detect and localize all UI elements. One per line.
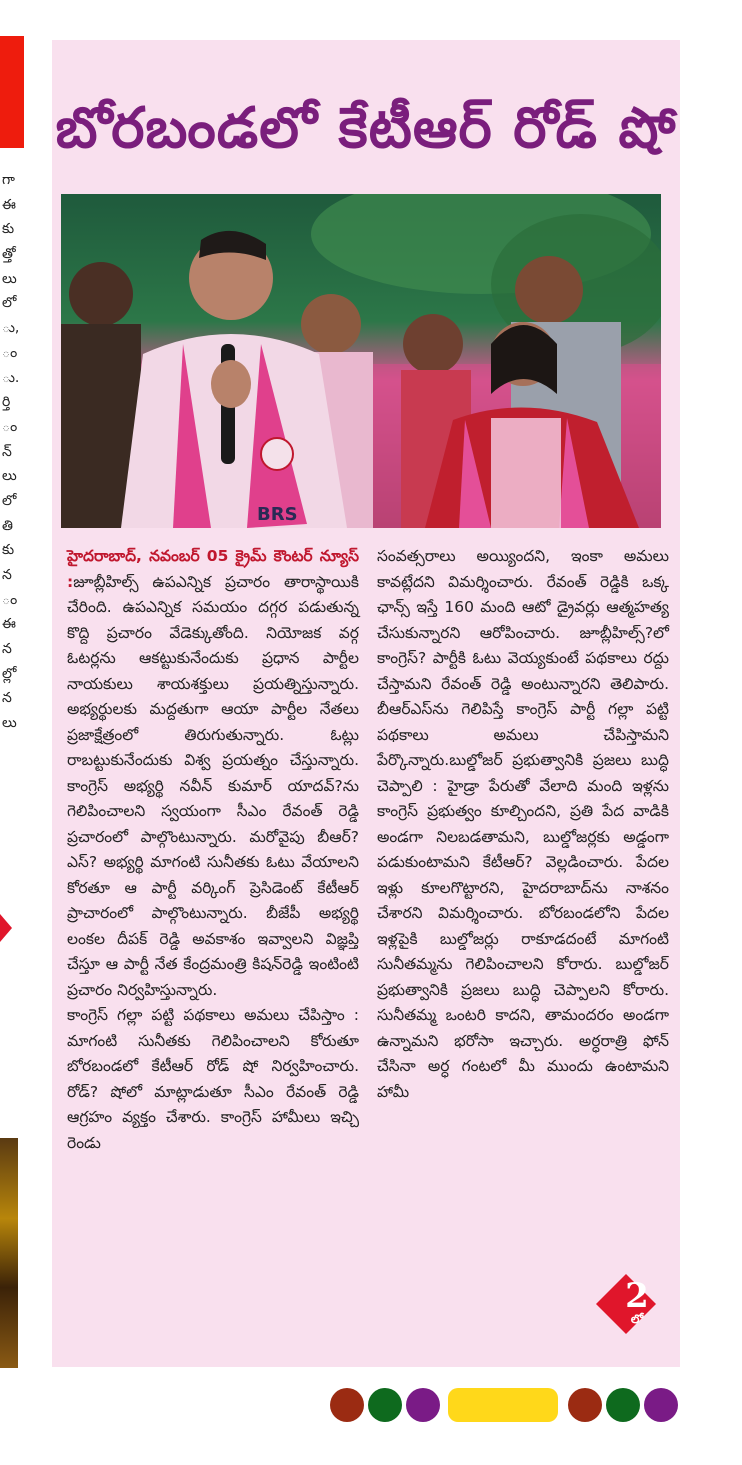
color-dot-strip <box>330 1388 680 1424</box>
left-edge-fragment: ు. <box>2 369 20 386</box>
left-edge-fragment: న <box>2 641 12 658</box>
left-edge-fragment: న్ <box>2 443 12 460</box>
left-edge-fragment: లు <box>2 468 17 485</box>
left-neighbor-column <box>0 0 28 1465</box>
red-arrow-marker <box>0 914 12 942</box>
red-color-block <box>0 36 24 148</box>
left-edge-fragment: ు, <box>2 320 20 337</box>
article-paragraph-1-text: జూబ్లీహిల్స్ ఉపఎన్నిక ప్రచారం తారాస్థాయికి చేరింది. ఉపఎన్నిక సమయం దగ్గర పడుతున్న కొద్ది ప్రచారం వేడెక్కుతోంది. నియోజక వర్గ ఓటర్లను ఆకట్టుకునేందుకు ప్రధాన పార్టీల నాయకులు శాయశక్తులు ప్రయత్నిస్తున్నారు. అభ్యర్థులకు మద్దతుగా ఆయా పార్టీల నేతలు ప్రజాక్షేత్రంలో తిరుగుతున్నారు. ఓట్లు రాబట్టుకునేందుకు విశ్వ ప్రయత్నం చేస్తున్నారు. కాంగ్రెస్ అభ్యర్థి నవీన్ కుమార్ యాదవ్?ను గెలిపించాలని స్వయంగా సీఎం రేవంత్ రెడ్డి ప్రచారంలో పాల్గొంటున్నారు. మరోవైపు బీఆర్?ఎస్? అభ్యర్థి మాగంటి సునీతకు ఓటు వేయాలని కోరతూ ఆ పార్టీ వర్కింగ్ ప్రెసిడెంట్ కేటీఆర్ ప్రాచారంలో పాల్గొంటున్నారు. బీజేపీ అభ్యర్థి లంకల దీపక్ రెడ్డి అవకాశం ఇవ్వాలని విజ్ఞప్తి చేస్తూ ఆ పార్టీ నేత కేంద్రమంత్రి కిషన్‌రెడ్డి ఇంటింటి ప్రచారం నిర్వహిస్తున్నారు. <box>67 572 359 999</box>
article-paragraph-3: సంవత్సరాలు అయ్యిందని, ఇంకా అమలు కావట్లేదని విమర్శించారు. రేవంత్ రెడ్డికి ఒక్క ఛాన్స్ ఇస్తే 160 మంది ఆటో డ్రైవర్లు ఆత్మహత్య చేసుకున్నారని ఆరోపించారు. జూబ్లీహిల్స్?లో కాంగ్రెస్? పార్టీకి ఓటు వెయ్యకుంటే పథకాలు రద్దు చేస్తామని రేవంత్ రెడ్డి అంటున్నారని తెలిపారు. బీఆర్ఎస్‌ను గెలిపిస్తే కాంగ్రెస్ పార్టీ గల్లా పట్టి పథకాలు అమలు చేపిస్తామని పేర్కొన్నారు.బుల్డోజర్ ప్రభుత్వానికి ప్రజలు బుద్ధి చెప్పాలి : హైడ్రా పేరుతో వేలాది మంది ఇళ్లను కాంగ్రెస్ ప్రభుత్వం కూల్చిందని, ప్రతి పేద వాడికి అండగా నిలబడతామని, బుల్డోజర్లకు అడ్డంగా పడుకుంటామని కేటీఆర్? వెల్లడించారు. పేదల ఇళ్లు కూలగొట్టారని, హైదరాబాద్‌ను నాశనం చేశారని విమర్శించారు. బోరబండలోని పేదల ఇళ్లపైకి బుల్డోజర్లు రాకూడదంటే మాగంటి సునీతమ్మను గెలిపించాలని కోరారు. బుల్డోజర్ ప్రభుత్వానికి ప్రజలు బుద్ధి చెప్పాలని కోరారు. సునీతమ్మ ఒంటరి కాదని, తామందరం అండగా ఉన్నామని భరోసా ఇచ్చారు. అర్ధరాత్రి ఫోన్ చేసినా అర్ధ గంటలో మీ ముందు ఉంటామని హామీ <box>377 547 669 1101</box>
color-dot <box>406 1388 440 1422</box>
article-paragraph-1 <box>67 544 359 1003</box>
page-number: 2 <box>625 1276 649 1316</box>
left-edge-fragment: కు <box>2 221 15 238</box>
left-edge-fragment: లు <box>2 715 17 732</box>
left-edge-fragment: లు <box>2 270 17 287</box>
left-edge-fragment: తి <box>2 517 13 534</box>
dateline: హైదరాబాద్, నవంబర్ 05 క్రైమ్ కౌంటర్ న్యూస్ : <box>67 547 359 591</box>
left-edge-fragment: లో <box>2 492 17 509</box>
left-edge-fragment: ల్లో <box>2 665 17 682</box>
left-edge-fragment: గా <box>2 172 15 188</box>
left-edge-text-fragments <box>2 168 26 736</box>
headline: బోరబండలో కేటీఆర్ రోడ్ షో <box>55 96 677 161</box>
scarf-brs-text: BRS <box>257 504 298 525</box>
left-edge-fragment: కు <box>2 542 15 559</box>
color-dot <box>368 1388 402 1422</box>
color-dot <box>644 1388 678 1422</box>
left-edge-fragment: ం <box>2 344 18 361</box>
color-pill <box>448 1388 558 1422</box>
left-edge-fragment: ర్తి <box>2 394 11 411</box>
article-column-right <box>377 544 669 1105</box>
left-edge-fragment: ం <box>2 418 18 435</box>
article-paragraph-2: కాంగ్రెస్ గల్లా పట్టి పథకాలు అమలు చేపిస్తాం : మాగంటి సునీతకు గెలిపించాలని కోరుతూ బోరబండలో కేటీఆర్ రోడ్ షో నిర్వహించారు. రోడ్? షోలో మాట్లాడుతూ సీఎం రేవంత్ రెడ్డి ఆగ్రహం వ్యక్తం చేశారు. కాంగ్రెస్ హామీలు ఇచ్చి రెండు <box>67 1006 359 1152</box>
color-dot <box>568 1388 602 1422</box>
color-dot <box>606 1388 640 1422</box>
left-edge-fragment: న <box>2 567 12 583</box>
color-dot <box>330 1388 364 1422</box>
page-number-suffix: లో <box>630 1312 644 1326</box>
left-edge-fragment: త్తో <box>2 246 16 263</box>
left-edge-fragment: లో <box>2 295 17 312</box>
article-column-left <box>67 544 359 1156</box>
left-edge-fragment: ం <box>2 591 18 608</box>
article-photo <box>61 194 661 528</box>
partial-photo-edge <box>0 1138 18 1368</box>
left-edge-fragment: ఈ <box>2 616 16 633</box>
left-edge-fragment: ఈ <box>2 196 16 213</box>
article-panel <box>52 40 680 1367</box>
left-edge-fragment: న <box>2 690 12 707</box>
photo-illustration <box>61 194 661 528</box>
